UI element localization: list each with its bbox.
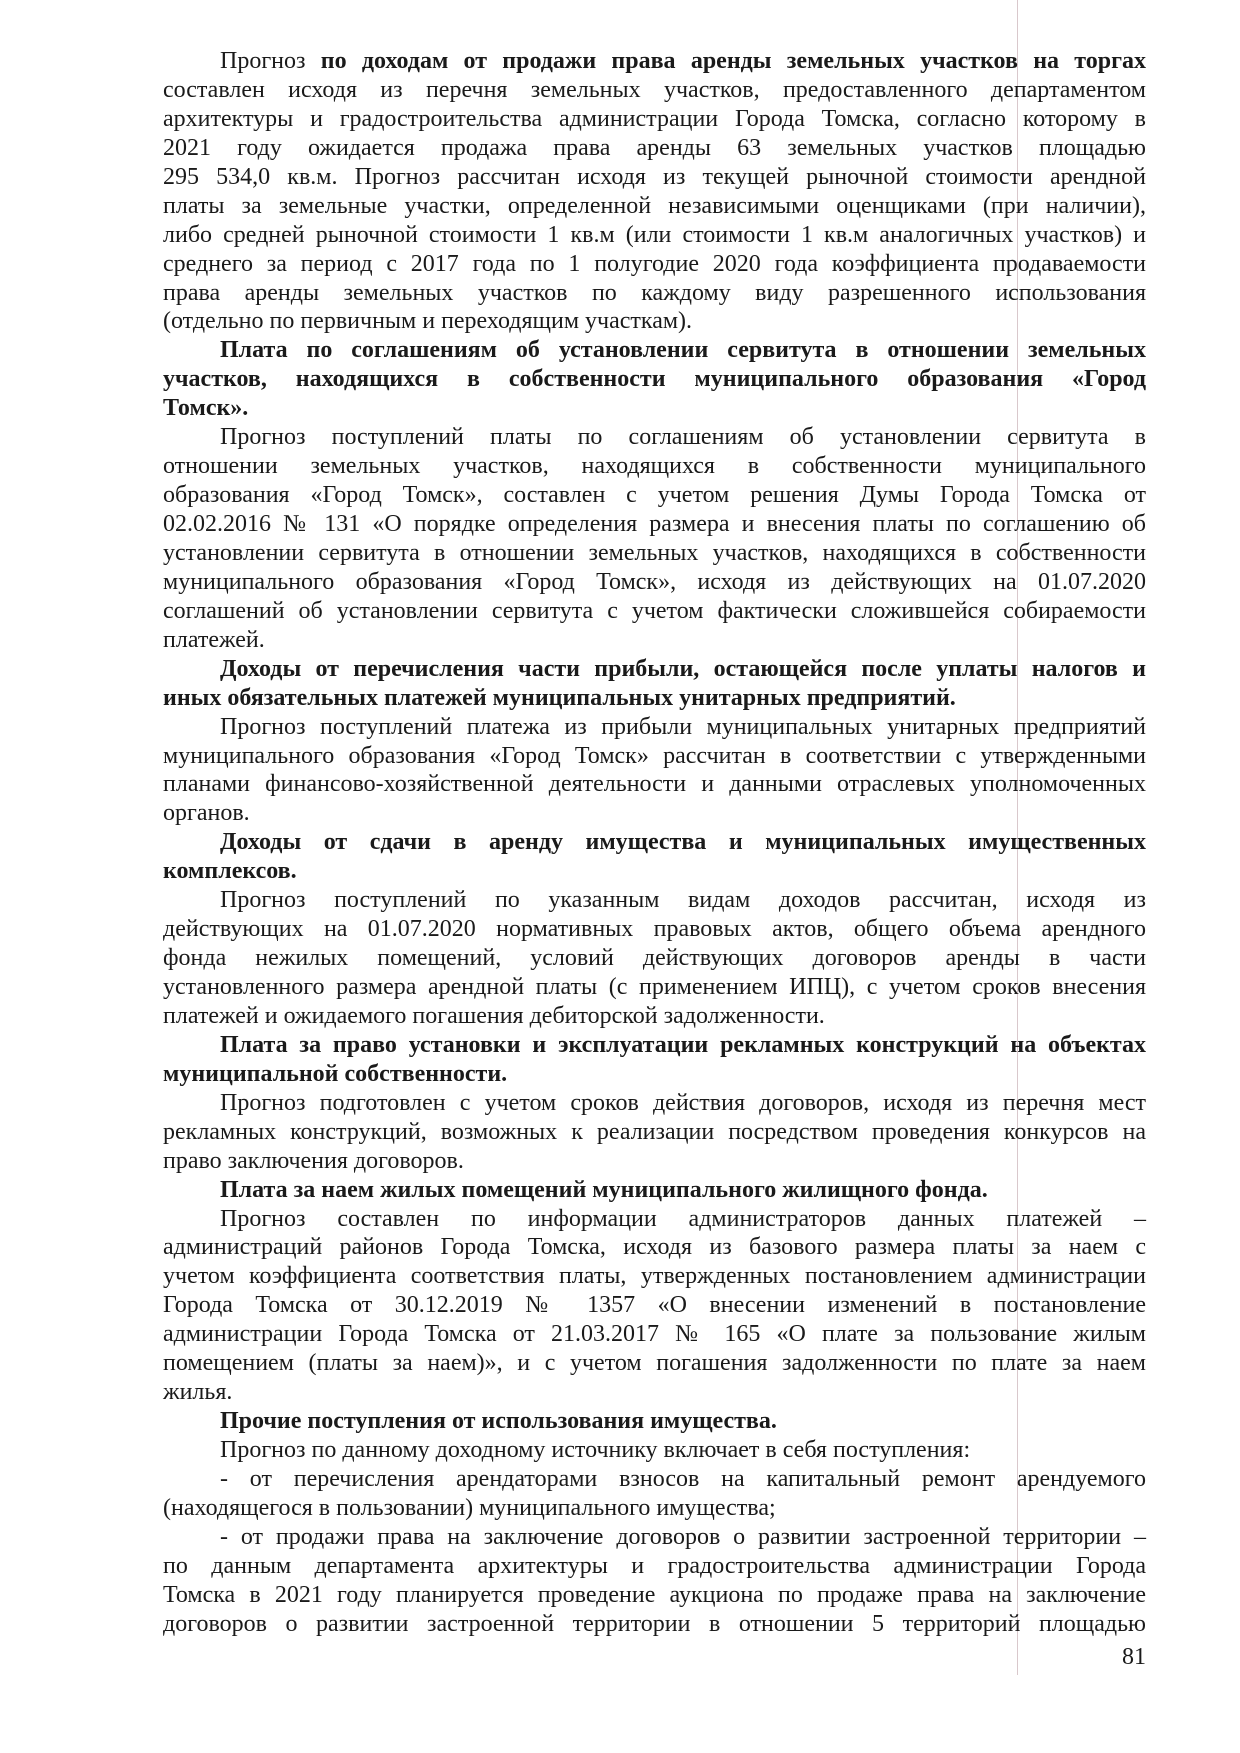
text-line: учетом коэффициента соответствия платы, утвержденных постановлением администрации — [163, 1263, 1146, 1290]
text-line: Прогноз поступлений по указанным видам доходов рассчитан, исходя из — [220, 887, 1146, 914]
section-heading — [163, 336, 1146, 423]
lead-text: Прогноз — [220, 48, 306, 74]
text-line: - от продажи права на заключение договоров о развитии застроенной территории – — [220, 1523, 1146, 1550]
text-line: отношении земельных участков, находящихся в собственности муниципального — [163, 453, 1146, 480]
text-line: органов. — [163, 800, 250, 827]
text-line: жилья. — [163, 1379, 233, 1406]
text-line: администрации Города Томска от 21.03.2017 № 165 «О плате за пользование жилым — [163, 1321, 1146, 1348]
paragraph — [163, 1205, 1146, 1408]
text-line: 295 534,0 кв.м. Прогноз рассчитан исходя из текущей рыночной стоимости арендной — [163, 163, 1146, 190]
text-line: Доходы от перечисления части прибыли, остающейся после уплаты налогов и — [220, 655, 1146, 682]
text-line: по данным департамента архитектуры и градостроительства администрации Города — [163, 1552, 1146, 1579]
text-line: Прочие поступления от использования имущества. — [220, 1408, 777, 1435]
text-line: платы за земельные участки, определенной независимыми оценщиками (при наличии), — [163, 192, 1146, 219]
section-heading — [163, 1031, 1146, 1089]
text-line: муниципального образования «Город Томск» рассчитан в соответствии с утвержденными — [163, 742, 1146, 769]
paragraph — [163, 1523, 1146, 1639]
text-line: Города Томска от 30.12.2019 № 1357 «О внесении изменений в постановление — [163, 1292, 1146, 1319]
text-line: Плата по соглашениям об установлении сервитута в отношении земельных — [220, 337, 1146, 364]
section-heading — [163, 828, 1146, 886]
text-line — [163, 47, 1146, 76]
text-line: участков, находящихся в собственности муниципального образования «Город — [163, 366, 1146, 393]
text-line: комплексов. — [163, 858, 297, 885]
section-heading — [163, 1407, 1146, 1436]
text-line: Прогноз поступлений платы по соглашениям об установлении сервитута в — [220, 424, 1146, 451]
text-line: составлен исходя из перечня земельных участков, предоставленного департаментом — [163, 76, 1146, 103]
text-line: Прогноз по данному доходному источнику включает в себя поступления: — [220, 1437, 971, 1463]
text-line: помещением (платы за наем)», и с учетом погашения задолженности по плате за наем — [163, 1350, 1146, 1377]
text-line: планами финансово-хозяйственной деятельности и данными отраслевых уполномоченных — [163, 771, 1146, 798]
text-line: администраций районов Города Томска, исходя из базового размера платы за наем с — [163, 1234, 1146, 1261]
paragraph — [163, 1465, 1146, 1523]
text-line: архитектуры и градостроительства администрации Города Томска, согласно которому в — [163, 105, 1146, 132]
text-line: (находящегося в пользовании) муниципального имущества; — [163, 1494, 776, 1521]
bold-text: по доходам от продажи права аренды земельных участков на торгах — [320, 48, 1146, 74]
text-line: рекламных конструкций, возможных к реализации посредством проведения конкурсов на — [163, 1118, 1146, 1145]
paragraph — [163, 47, 1146, 336]
paragraph — [163, 713, 1146, 829]
paragraph — [163, 1089, 1146, 1176]
text-line: Прогноз составлен по информации администраторов данных платежей – — [220, 1205, 1146, 1232]
text-line: Плата за наем жилых помещений муниципального жилищного фонда. — [220, 1176, 988, 1203]
text-line: договоров о развитии застроенной территории в отношении 5 территорий площадью — [163, 1610, 1146, 1637]
paragraph — [163, 886, 1146, 1031]
text-line: право заключения договоров. — [163, 1147, 464, 1174]
text-line: платежей. — [163, 626, 265, 653]
text-line: - от перечисления арендаторами взносов на капитальный ремонт арендуемого — [220, 1465, 1146, 1492]
text-line: (отдельно по первичным и переходящим участкам). — [163, 308, 693, 335]
text-line: установленного размера арендной платы (с применением ИПЦ), с учетом сроков внесения — [163, 974, 1146, 1000]
paragraph — [163, 1436, 1146, 1465]
text-line: Плата за право установки и эксплуатации рекламных конструкций на объектах — [220, 1031, 1146, 1058]
text-line: платежей и ожидаемого погашения дебиторской задолженности. — [163, 1002, 825, 1029]
text-line: муниципальной собственности. — [163, 1060, 508, 1087]
text-line: 2021 году ожидается продажа права аренды 63 земельных участков площадью — [163, 134, 1146, 161]
page-number: 81 — [1122, 1644, 1146, 1670]
text-line: муниципального образования «Город Томск», исходя из действующих на 01.07.2020 — [163, 568, 1146, 595]
section-heading — [163, 655, 1146, 713]
text-line: соглашений об установлении сервитута с учетом фактически сложившейся собираемости — [163, 597, 1146, 624]
text-line: установлении сервитута в отношении земельных участков, находящихся в собственности — [163, 539, 1146, 566]
text-line: 02.02.2016 № 131 «О порядке определения размера и внесения платы по соглашению об — [163, 511, 1146, 537]
text-line: Прогноз поступлений платежа из прибыли муниципальных унитарных предприятий — [220, 713, 1146, 740]
text-line: среднего за период с 2017 года по 1 полугодие 2020 года коэффициента продаваемости — [163, 250, 1146, 277]
text-line: либо средней рыночной стоимости 1 кв.м (или стоимости 1 кв.м аналогичных участков) и — [163, 221, 1146, 248]
text-line: Томск». — [163, 395, 249, 422]
paragraph — [163, 423, 1146, 655]
text-line: фонда нежилых помещений, условий действующих договоров аренды в части — [163, 945, 1146, 972]
text-line: действующих на 01.07.2020 нормативных правовых актов, общего объема арендного — [163, 916, 1146, 943]
text-line: образования «Город Томск», составлен с учетом решения Думы Города Томска от — [163, 482, 1146, 509]
section-heading — [163, 1176, 1146, 1205]
text-line: Доходы от сдачи в аренду имущества и муниципальных имущественных — [220, 829, 1146, 856]
text-line: права аренды земельных участков по каждому виду разрешенного использования — [163, 279, 1146, 306]
text-line: иных обязательных платежей муниципальных унитарных предприятий. — [163, 684, 956, 711]
text-line: Томска в 2021 году планируется проведение аукциона по продаже права на заключение — [163, 1581, 1146, 1608]
text-line: Прогноз подготовлен с учетом сроков действия договоров, исходя из перечня мест — [220, 1089, 1146, 1116]
document-body — [163, 47, 1146, 1639]
